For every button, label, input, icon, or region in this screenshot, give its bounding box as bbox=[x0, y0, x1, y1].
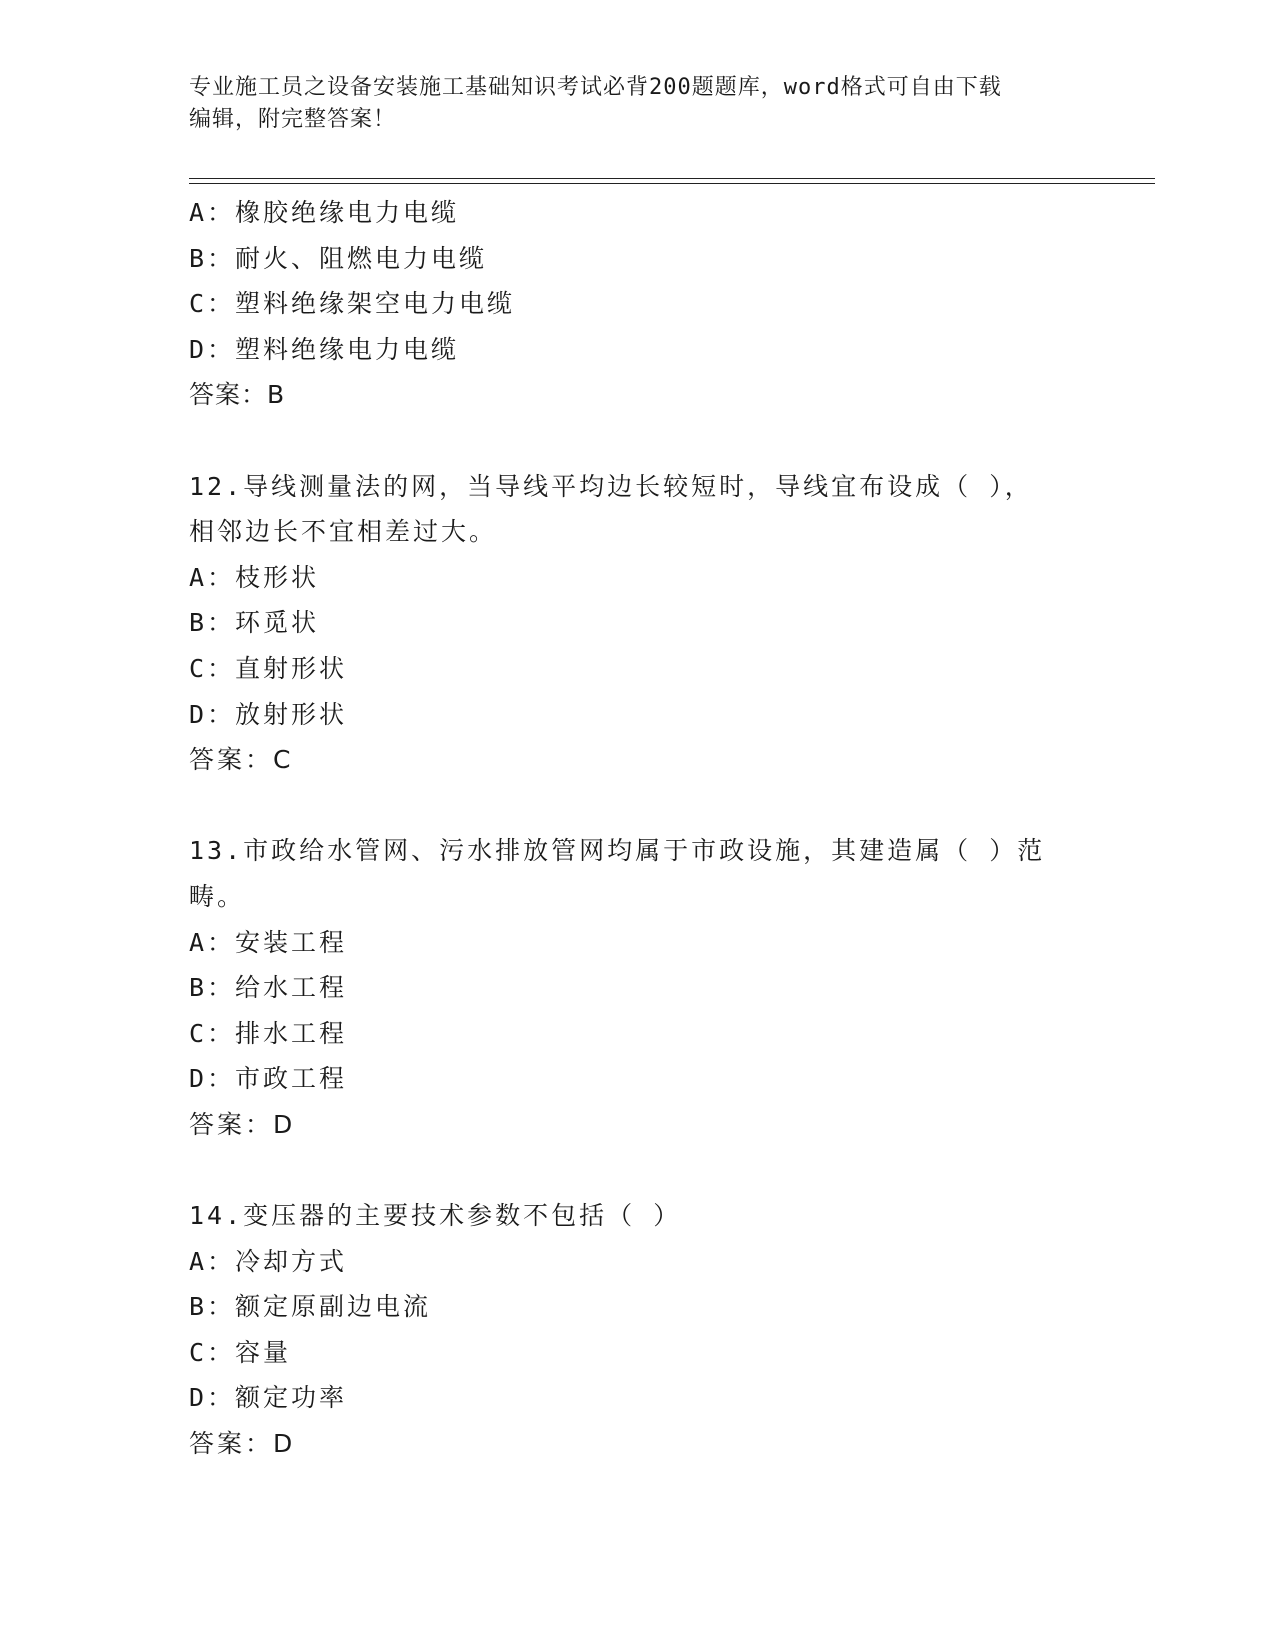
header-title-line-1: 专业施工员之设备安装施工基础知识考试必背200题题库，word格式可自由下载 bbox=[189, 75, 1002, 100]
question-text-line-1: 12.导线测量法的网，当导线平均边长较短时，导线宜布设成（ ）， bbox=[189, 471, 1033, 501]
question-text-line-2: 畴。 bbox=[189, 881, 246, 911]
question-text-line-1: 13.市政给水管网、污水排放管网均属于市政设施，其建造属（ ）范 bbox=[189, 836, 1046, 866]
document-header bbox=[189, 72, 1069, 136]
header-divider-bottom bbox=[189, 183, 1155, 184]
question-block-12 bbox=[189, 464, 1089, 783]
spacer bbox=[189, 418, 1089, 464]
option-a: A：枝形状 bbox=[189, 562, 320, 592]
question-text-line-2: 相邻边长不宜相差过大。 bbox=[189, 517, 498, 547]
option-a: A：冷却方式 bbox=[189, 1246, 348, 1276]
option-d: D：放射形状 bbox=[189, 699, 348, 729]
option-a: A：安装工程 bbox=[189, 927, 348, 957]
spacer bbox=[189, 1147, 1089, 1193]
answer-line: 答案：D bbox=[189, 1429, 296, 1459]
answer-line: 答案：C bbox=[189, 745, 294, 775]
spacer bbox=[189, 783, 1089, 829]
question-block-13 bbox=[189, 828, 1089, 1147]
option-a: A：橡胶绝缘电力电缆 bbox=[189, 198, 460, 227]
option-c: C：直射形状 bbox=[189, 653, 348, 683]
header-divider-top bbox=[189, 178, 1155, 179]
option-c: C：容量 bbox=[189, 1337, 292, 1367]
answer-line: 答案：B bbox=[189, 380, 286, 410]
option-c: C：排水工程 bbox=[189, 1018, 348, 1048]
document-body bbox=[189, 190, 1089, 1467]
option-b: B：额定原副边电流 bbox=[189, 1292, 432, 1322]
option-c: C：塑料绝缘架空电力电缆 bbox=[189, 289, 516, 319]
option-d: D：塑料绝缘电力电缆 bbox=[189, 334, 460, 364]
question-block-14 bbox=[189, 1193, 1089, 1467]
option-d: D：额定功率 bbox=[189, 1383, 348, 1413]
option-b: B：耐火、阻燃电力电缆 bbox=[189, 243, 488, 273]
option-b: B：给水工程 bbox=[189, 973, 348, 1003]
header-title-line-2: 编辑，附完整答案！ bbox=[189, 107, 397, 132]
option-d: D：市政工程 bbox=[189, 1064, 348, 1094]
question-block-11 bbox=[189, 190, 1089, 418]
option-b: B：环觅状 bbox=[189, 608, 320, 638]
answer-line: 答案：D bbox=[189, 1109, 296, 1139]
question-text-line-1: 14.变压器的主要技术参数不包括（ ） bbox=[189, 1201, 682, 1231]
